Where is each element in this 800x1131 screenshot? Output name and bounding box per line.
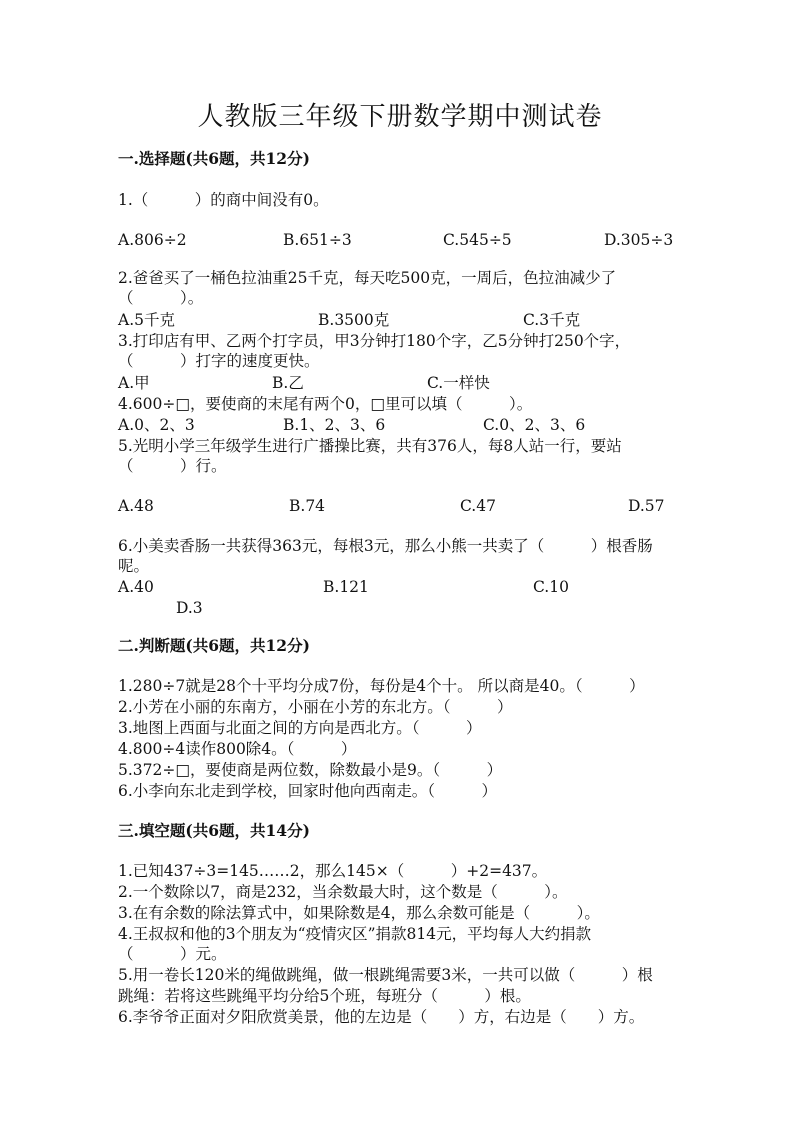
fill-item: 2.一个数除以7，商是232，当余数最大时，这个数是（ ）。 <box>118 883 568 901</box>
option-c[interactable]: C.一样快 <box>427 374 490 392</box>
option-a[interactable]: A.5千克 <box>118 311 175 329</box>
option-a[interactable]: A.甲 <box>118 374 150 392</box>
option-b[interactable]: B.1、2、3、6 <box>283 416 386 434</box>
question-text: （ ）行。 <box>118 457 227 475</box>
option-b[interactable]: B.651÷3 <box>283 231 352 249</box>
fill-item: （ ）元。 <box>118 945 227 963</box>
question-text: 4.600÷□，要使商的末尾有两个0，□里可以填（ ）。 <box>118 395 533 413</box>
option-c[interactable]: C.3千克 <box>523 311 581 329</box>
option-d[interactable]: D.57 <box>628 497 665 515</box>
fill-item: 6.李爷爷正面对夕阳欣赏美景，他的左边是（ ）方，右边是（ ）方。 <box>118 1008 645 1026</box>
question-text: （ ）打字的速度更快。 <box>118 352 320 370</box>
question-text: 1.（ ）的商中间没有0。 <box>118 191 329 209</box>
judge-item: 2.小芳在小丽的东南方，小丽在小芳的东北方。（ ） <box>118 698 513 716</box>
section-heading-choice: 一.选择题(共6题，共12分) <box>118 149 310 168</box>
option-c[interactable]: C.545÷5 <box>443 231 512 249</box>
judge-item: 4.800÷4读作800除4。（ ） <box>118 740 357 758</box>
option-a[interactable]: A.40 <box>118 578 154 596</box>
fill-item: 跳绳：若将这些跳绳平均分给5个班，每班分（ ）根。 <box>118 987 531 1005</box>
option-c[interactable]: C.0、2、3、6 <box>483 416 586 434</box>
question-text: 5.光明小学三年级学生进行广播操比赛，共有376人，每8人站一行，要站 <box>118 437 622 455</box>
fill-item: 4.王叔叔和他的3个朋友为“疫情灾区”捐款814元，平均每人大约捐款 <box>118 925 592 943</box>
option-b[interactable]: B.3500克 <box>318 311 390 329</box>
option-c[interactable]: C.10 <box>533 578 569 596</box>
option-b[interactable]: B.121 <box>323 578 369 596</box>
question-text: （ ）。 <box>118 289 204 307</box>
fill-item: 1.已知437÷3=145……2，那么145×（ ）+2=437。 <box>118 862 548 880</box>
question-text: 2.爸爸买了一桶色拉油重25千克，每天吃500克，一周后，色拉油减少了 <box>118 269 617 287</box>
option-c[interactable]: C.47 <box>460 497 496 515</box>
question-text: 呢。 <box>118 557 150 575</box>
option-a[interactable]: A.0、2、3 <box>118 416 195 434</box>
section-heading-judge: 二.判断题(共6题，共12分) <box>118 636 310 655</box>
judge-item: 1.280÷7就是28个十平均分成7份，每份是4个十。 所以商是40。（ ） <box>118 677 645 695</box>
fill-item: 5.用一卷长120米的绳做跳绳，做一根跳绳需要3米，一共可以做（ ）根 <box>118 966 653 984</box>
judge-item: 5.372÷□，要使商是两位数，除数最小是9。（ ） <box>118 761 503 779</box>
judge-item: 3.地图上西面与北面之间的方向是西北方。（ ） <box>118 719 482 737</box>
page-title: 人教版三年级下册数学期中测试卷 <box>197 102 603 132</box>
option-d[interactable]: D.3 <box>176 599 203 617</box>
option-a[interactable]: A.48 <box>118 497 154 515</box>
question-text: 3.打印店有甲、乙两个打字员，甲3分钟打180个字，乙5分钟打250个字， <box>118 332 631 350</box>
option-b[interactable]: B.乙 <box>272 374 304 392</box>
option-a[interactable]: A.806÷2 <box>118 231 187 249</box>
question-text: 6.小美卖香肠一共获得363元，每根3元，那么小熊一共卖了（ ）根香肠 <box>118 537 653 555</box>
section-heading-fill: 三.填空题(共6题，共14分) <box>118 821 310 840</box>
option-b[interactable]: B.74 <box>289 497 326 515</box>
fill-item: 3.在有余数的除法算式中，如果除数是4，那么余数可能是（ ）。 <box>118 904 600 922</box>
judge-item: 6.小李向东北走到学校，回家时他向西南走。（ ） <box>118 782 498 800</box>
option-d[interactable]: D.305÷3 <box>604 231 674 249</box>
